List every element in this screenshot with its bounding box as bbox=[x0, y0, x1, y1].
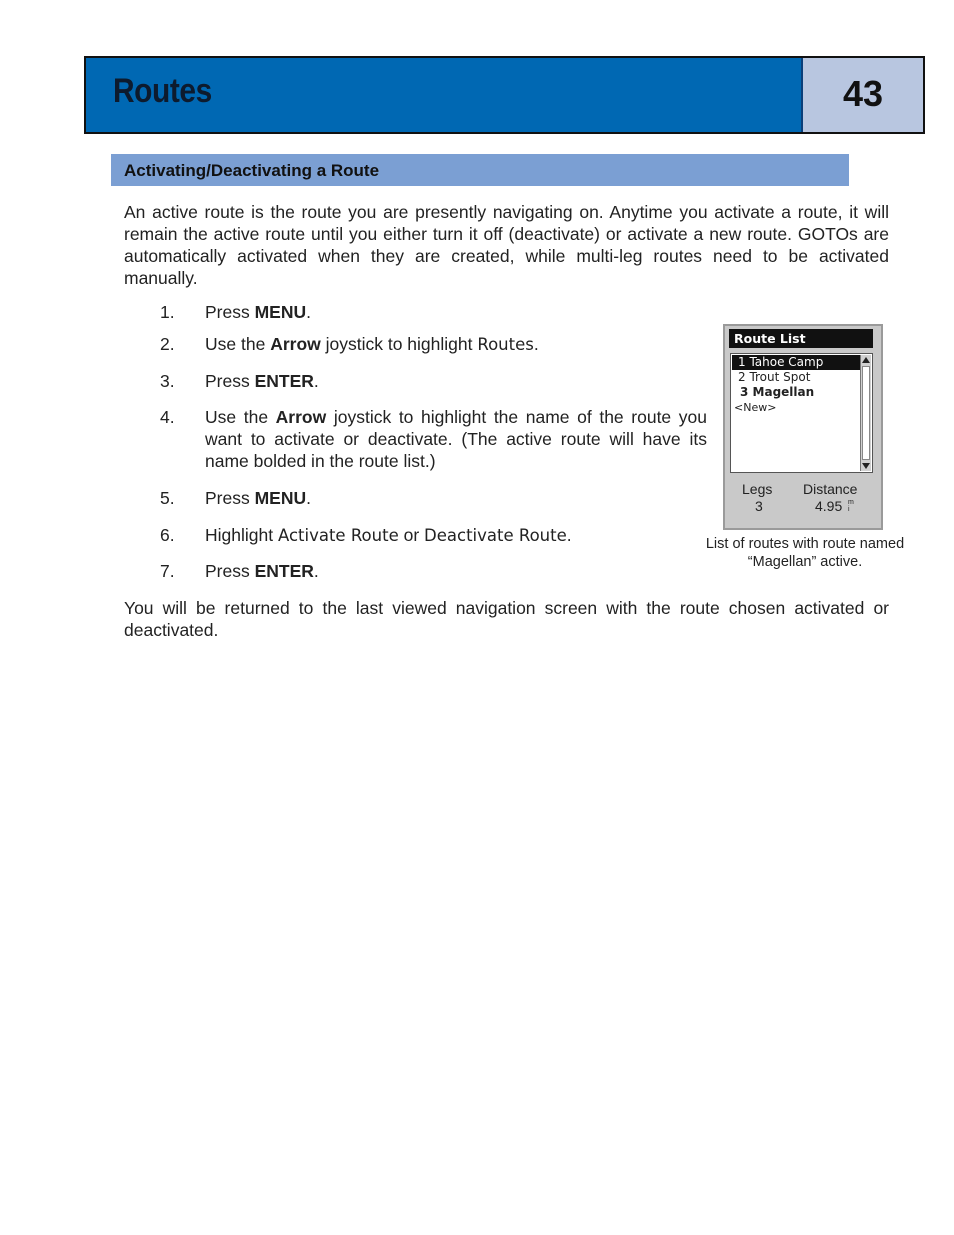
step-text: . bbox=[306, 302, 312, 322]
section-heading-bar bbox=[111, 154, 849, 186]
step-text: . bbox=[306, 488, 312, 508]
step-text: Press bbox=[205, 561, 255, 581]
route-list-screenshot bbox=[723, 324, 883, 530]
route-item: 2 Trout Spot bbox=[738, 370, 811, 384]
step-text: Press bbox=[205, 488, 255, 508]
route-item-active: 3 Magellan bbox=[740, 385, 815, 399]
step-text: Highlight bbox=[205, 525, 278, 545]
step-number: 2. bbox=[160, 334, 175, 354]
route-list bbox=[730, 353, 873, 473]
scrollbar bbox=[860, 355, 871, 471]
step-text: Press bbox=[205, 302, 255, 322]
key-name: ENTER bbox=[254, 371, 314, 391]
step-text: . bbox=[533, 334, 539, 354]
key-name: Arrow bbox=[275, 407, 327, 427]
step-number: 1. bbox=[160, 302, 175, 322]
page-number: 43 bbox=[842, 73, 884, 114]
route-stats bbox=[730, 479, 873, 523]
step-text: . bbox=[313, 561, 319, 581]
step-text: joystick to highlight the name of the route you want to activate or deactivate. (The active route will have its name bolded in the route list.) bbox=[205, 407, 707, 471]
route-item-selected: 1 Tahoe Camp bbox=[732, 355, 862, 370]
key-name: Arrow bbox=[270, 334, 321, 354]
ui-term: Routes bbox=[477, 335, 534, 354]
step-text: . bbox=[566, 525, 572, 545]
step-text: Use the bbox=[205, 407, 276, 427]
step-number: 5. bbox=[160, 488, 175, 508]
step-text: Use the bbox=[205, 334, 271, 354]
chapter-title: Routes bbox=[113, 72, 212, 110]
scroll-up-icon bbox=[862, 357, 870, 363]
key-name: MENU bbox=[254, 488, 307, 508]
legs-value: 3 bbox=[755, 498, 763, 514]
scroll-thumb bbox=[862, 366, 870, 460]
section-title: Activating/Deactivating a Route bbox=[124, 161, 380, 180]
ui-term: Activate Route bbox=[277, 526, 399, 545]
key-name: ENTER bbox=[254, 561, 314, 581]
step-text: Press bbox=[205, 371, 255, 391]
scroll-down-icon bbox=[862, 463, 870, 469]
chapter-header bbox=[84, 56, 925, 134]
page-number-box bbox=[801, 58, 923, 132]
step-text: . bbox=[313, 371, 319, 391]
distance-unit: mi bbox=[848, 499, 854, 513]
route-item-new: <New> bbox=[734, 401, 777, 414]
distance-value: 4.95 bbox=[815, 498, 843, 514]
outro-paragraph: You will be returned to the last viewed navigation screen with the route chosen activated or deactivated. bbox=[124, 598, 889, 640]
distance-label: Distance bbox=[803, 481, 858, 497]
step-text: or bbox=[398, 525, 425, 545]
ui-term: Deactivate Route bbox=[424, 526, 567, 545]
step-number: 3. bbox=[160, 371, 175, 391]
key-name: MENU bbox=[254, 302, 307, 322]
step-number: 6. bbox=[160, 525, 175, 545]
step-number: 4. bbox=[160, 407, 175, 427]
step-number: 7. bbox=[160, 561, 175, 581]
intro-paragraph: An active route is the route you are presently navigating on. Anytime you activate a route, it will remain the active route until you either turn it off (deactivate) or activate a new route. GOTOs are automatically activated when they are created, while multi-leg routes need to be activated manually. bbox=[124, 202, 889, 288]
step-text: joystick to highlight bbox=[320, 334, 478, 354]
figure-caption: List of routes with route named “Magellan” active. bbox=[705, 536, 905, 570]
route-list-title: Route List bbox=[729, 329, 873, 348]
legs-label: Legs bbox=[742, 481, 773, 497]
